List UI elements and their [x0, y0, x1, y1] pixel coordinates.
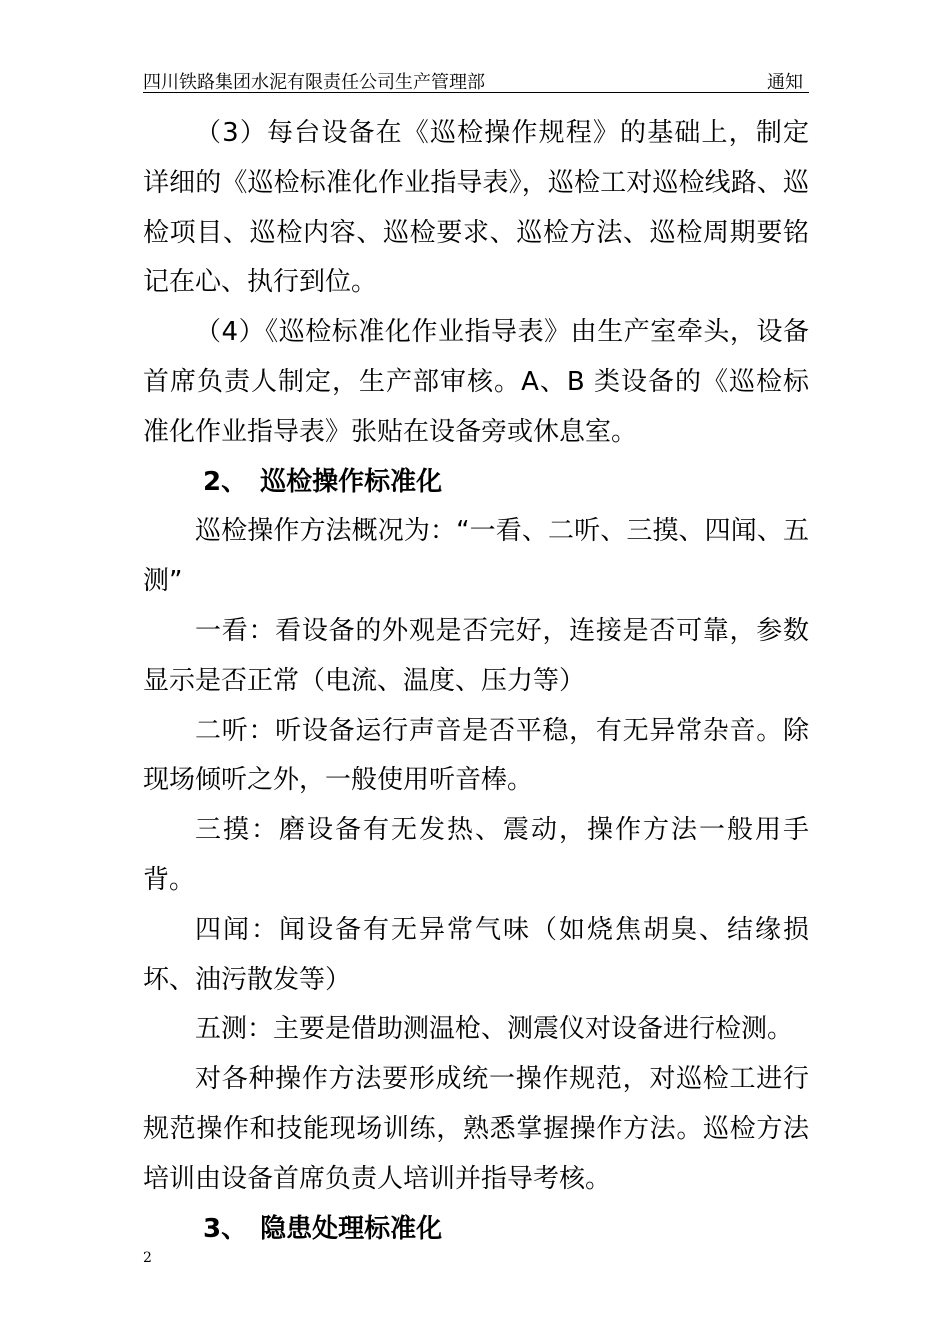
page-header	[143, 64, 809, 93]
paragraph-touch: 三摸：磨设备有无发热、震动，操作方法一般用手背。	[143, 815, 809, 895]
paragraph-listen: 二听：听设备运行声音是否平稳，有无异常杂音。除现场倾听之外，一般使用听音棒。	[143, 715, 809, 796]
paragraph-item-4: （4）《巡检标准化作业指导表》由生产室牵头，设备首席负责人制定，生产部审核。A、B 类设备的《巡检标准化作业指导表》张贴在设备旁或休息室。	[143, 317, 809, 447]
paragraph-look: 一看：看设备的外观是否完好，连接是否可靠，参数显示是否正常（电流、温度、压力等）	[143, 615, 809, 696]
section-heading-3: 3、 隐患处理标准化	[203, 1213, 443, 1244]
section-heading-2: 2、 巡检操作标准化	[203, 466, 443, 497]
paragraph-training: 对各种操作方法要形成统一操作规范，对巡检工进行规范操作和技能现场训练，熟悉掌握操作方法。巡检方法培训由设备首席负责人培训并指导考核。	[143, 1064, 809, 1194]
header-organization: 四川铁路集团水泥有限责任公司生产管理部	[143, 72, 485, 93]
paragraph-smell: 四闻：闻设备有无异常气味（如烧焦胡臭、结缘损坏、油污散发等）	[143, 914, 809, 995]
paragraph-method-summary: 巡检操作方法概况为：“一看、二听、三摸、四闻、五测”	[143, 516, 809, 597]
paragraph-item-3: （3）每台设备在《巡检操作规程》的基础上，制定详细的《巡检标准化作业指导表》，巡检工对巡检线路、巡检项目、巡检内容、巡检要求、巡检方法、巡检周期要铭记在心、执行到位。	[143, 118, 809, 298]
header-document-type: 通知	[767, 72, 803, 93]
page-number: 2	[143, 1250, 152, 1266]
document-body	[143, 109, 809, 1254]
paragraph-measure: 五测：主要是借助测温枪、测震仪对设备进行检测。	[195, 1014, 794, 1045]
